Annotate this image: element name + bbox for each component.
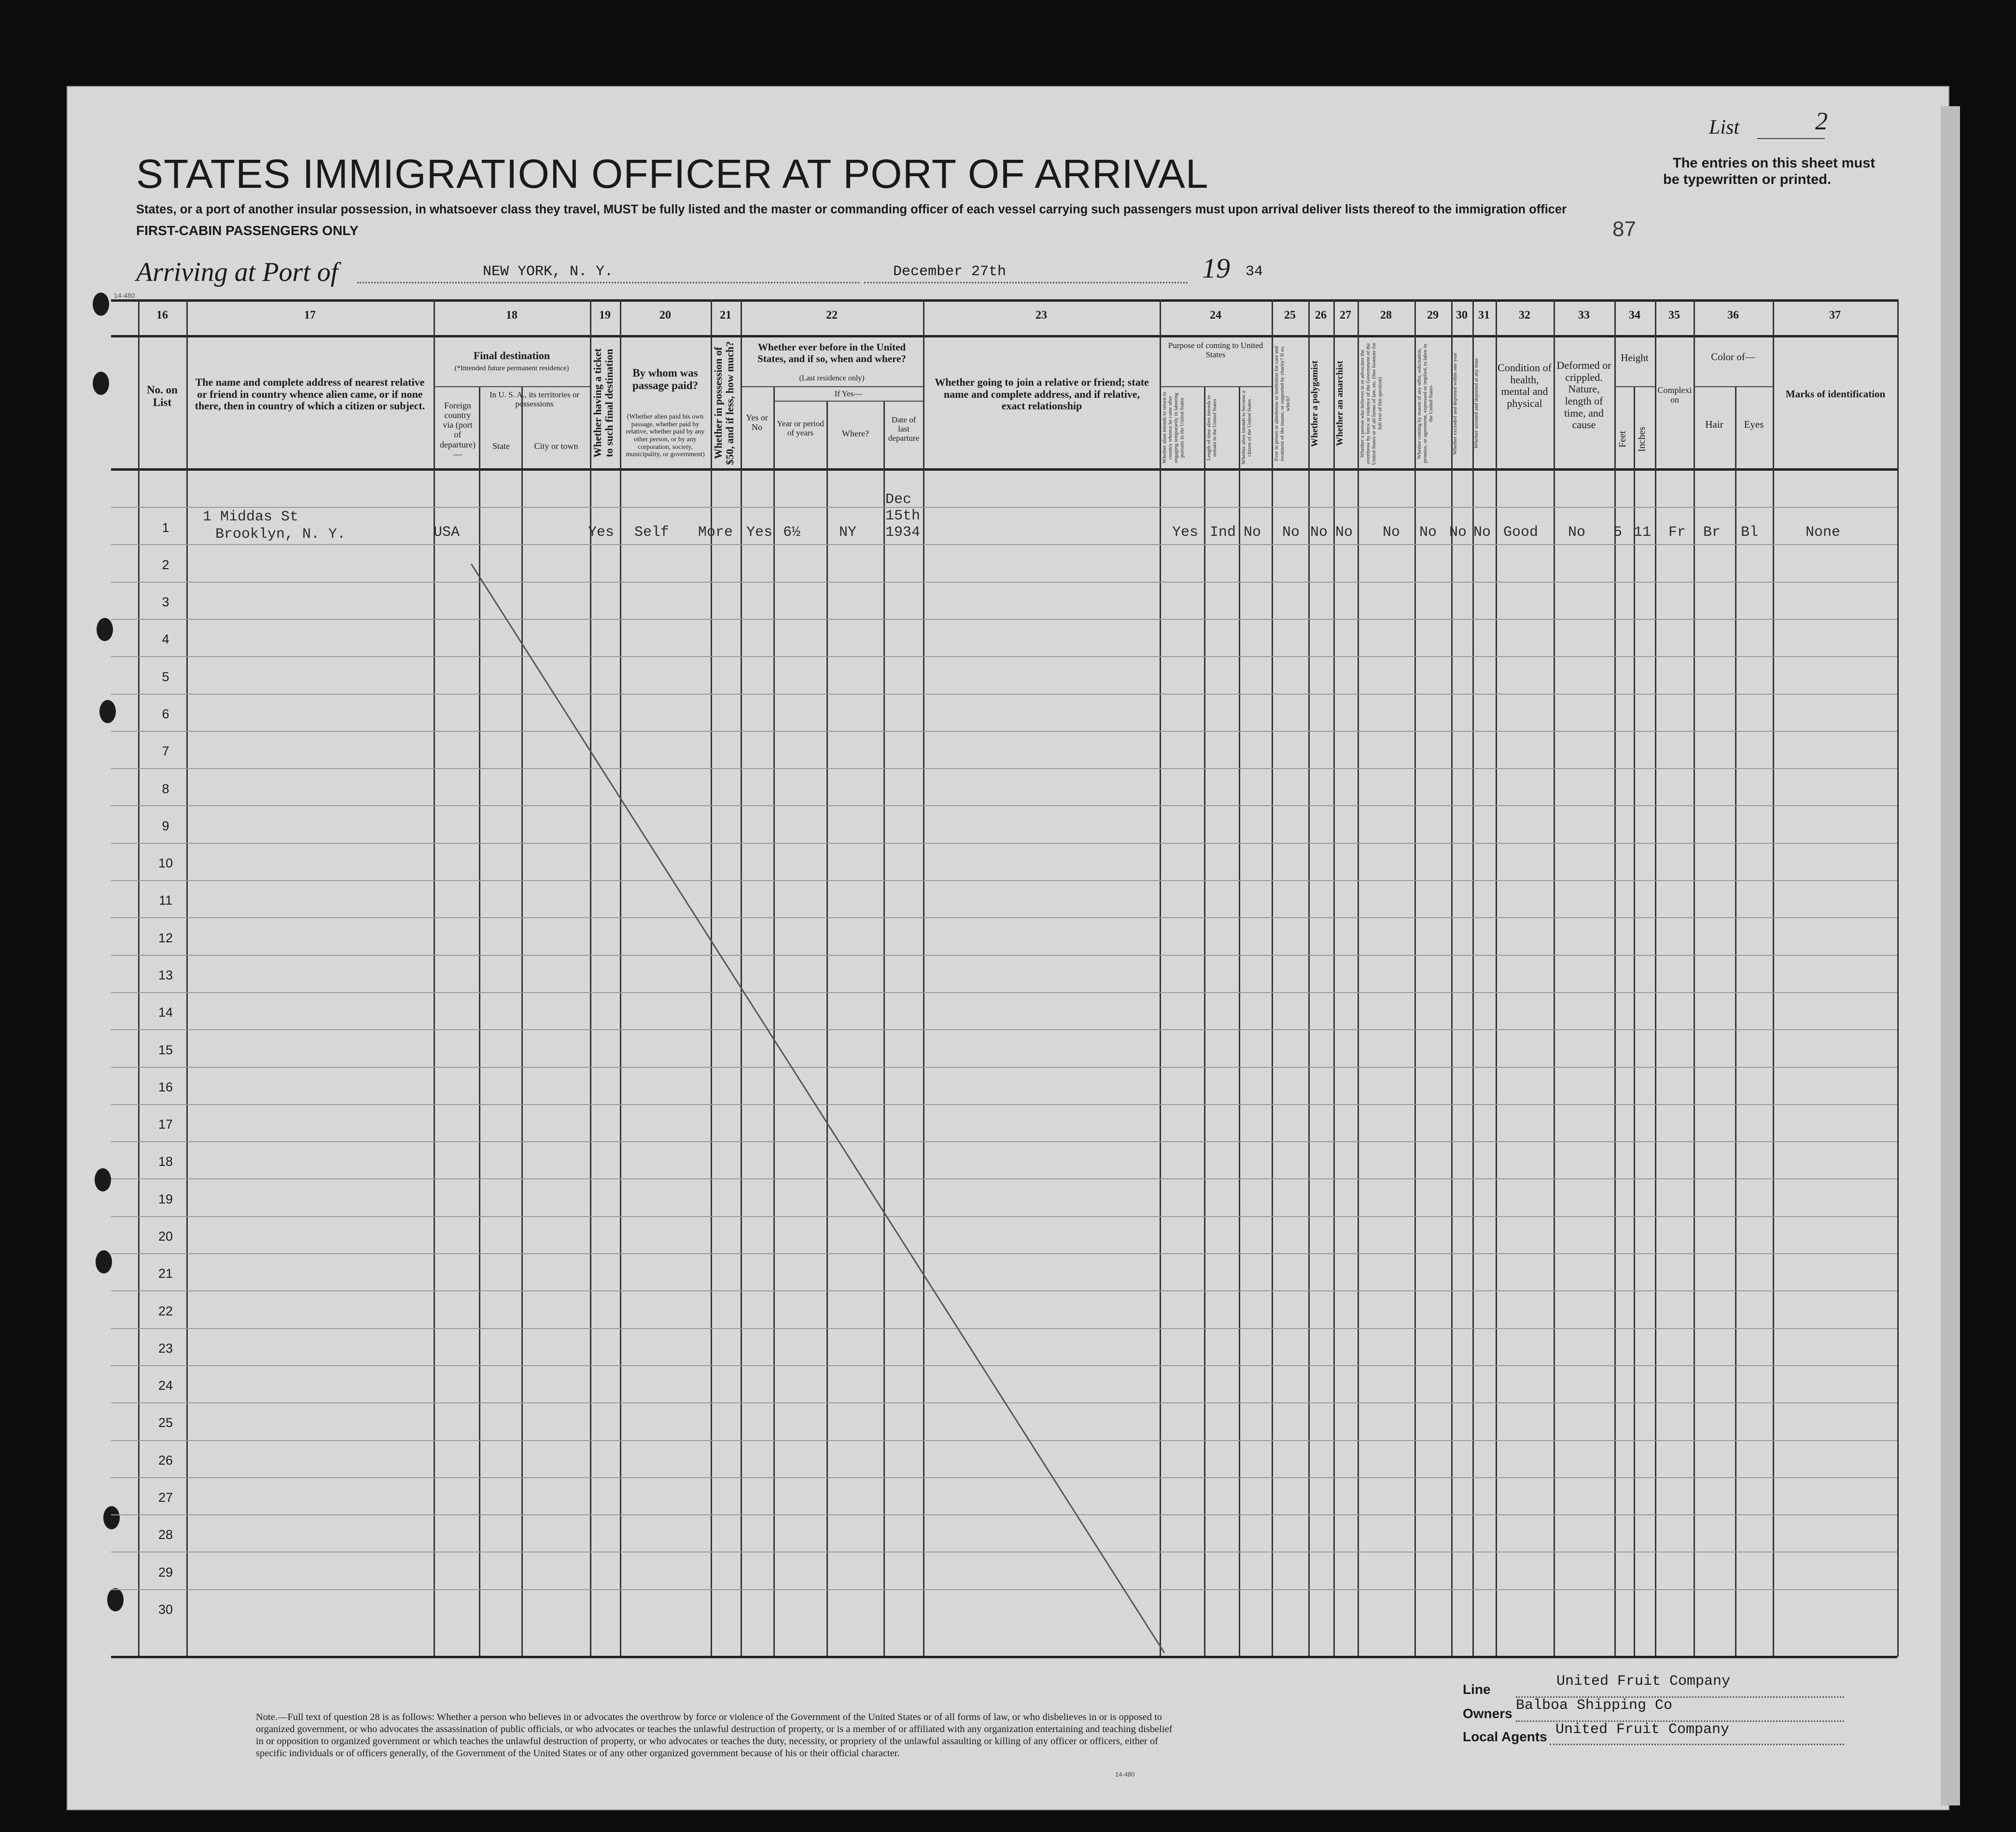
column-number: 27 (1340, 309, 1351, 322)
local-agents-label: Local Agents (1463, 1729, 1547, 1744)
row-number: 26 (158, 1453, 173, 1468)
row-number: 15 (158, 1043, 173, 1057)
owners-value: Balboa Shipping Co (1516, 1697, 1673, 1714)
entry-feet: 5 (1613, 524, 1623, 541)
header-length-of-stay: Length of time alien intends to remain in the United States (1206, 395, 1218, 461)
entry-health: Good (1503, 524, 1539, 541)
column-number: 16 (156, 309, 168, 322)
column-number: 22 (826, 309, 838, 322)
header-where: Where? (842, 429, 869, 438)
header-in-usa: In U. S. A., its territories or possessions (489, 390, 580, 409)
row-number: 25 (158, 1415, 173, 1430)
entry-purpose: Yes (1172, 524, 1199, 541)
header-ever-before: Whether ever before in the United States, and if so, when and where? (757, 341, 906, 364)
row-number: 2 (162, 558, 169, 572)
column-number: 37 (1829, 309, 1841, 322)
entry-question-31: No (1473, 524, 1491, 541)
row-number: 8 (162, 782, 169, 796)
entry-polygamist: No (1310, 524, 1328, 541)
row-number: 7 (162, 744, 169, 758)
row-number: 16 (158, 1080, 173, 1094)
header-eyes: Eyes (1744, 419, 1764, 430)
row-number: 27 (158, 1490, 173, 1505)
entry-departure-day: 15th (885, 508, 921, 524)
local-agents-value: United Fruit Company (1555, 1721, 1730, 1738)
entry-money: More (698, 524, 733, 541)
header-if-yes: If Yes— (834, 389, 862, 398)
row-number: 20 (158, 1229, 173, 1244)
column-number: 17 (304, 309, 316, 322)
column-number: 26 (1315, 309, 1327, 322)
header-excluded: Whether excluded and deported within one year (1452, 352, 1458, 455)
header-prison: Ever in prison or almshouse or institution for care and treatment of the insane, or supported by charity? If so, which? (1274, 346, 1291, 461)
entries-note-1: The entries on this sheet must (1673, 155, 1875, 171)
header-inches: Inches (1637, 426, 1647, 452)
entry-departure-month: Dec (885, 491, 912, 508)
header-fifty-dollars: Whether in possession of $50, and if less, how much? (712, 341, 736, 465)
header-no-on-list: No. on List (147, 384, 178, 408)
column-number: 29 (1427, 309, 1439, 322)
entry-paid-by: Self (634, 524, 670, 541)
column-number: 30 (1456, 309, 1468, 322)
column-number: 25 (1284, 309, 1296, 322)
header-ticket: Whether having a ticket to such final destination (591, 348, 616, 458)
header-year-period: Year or period of years (777, 419, 824, 438)
row-number: 29 (158, 1565, 173, 1580)
entry-prison: No (1282, 524, 1300, 541)
header-city: City or town (534, 441, 578, 451)
date-value: December 27th (893, 264, 1007, 280)
entry-inches: 11 (1634, 524, 1652, 541)
header-labor-offer: Whether coming by reason of any offer, solicitation, promise, or agreement, expressed or implied, to labor in the United States (1416, 344, 1434, 463)
page-title: STATES IMMIGRATION OFFICER AT PORT OF ARRIVAL (136, 151, 1209, 196)
header-color-of: Color of— (1711, 351, 1755, 363)
entry-citizen: No (1244, 524, 1261, 541)
header-yes-no: Yes or No (746, 413, 768, 433)
row-number: 6 (162, 707, 169, 721)
entry-length: Ind (1210, 524, 1236, 541)
header-purpose-return: Whether alien intends to return to country whence he came after engaging temporarily in laboring pursuits in the United States (1162, 392, 1185, 464)
row-number: 9 (162, 819, 169, 833)
header-health: Condition of health, mental and physical (1498, 362, 1552, 409)
entry-question-29: No (1419, 524, 1437, 541)
header-final-destination-note: (*Intended future permanent residence) (454, 364, 569, 372)
header-polygamist: Whether a polygamist (1310, 360, 1320, 447)
header-feet: Feet (1617, 431, 1628, 448)
subtitle-2: FIRST-CABIN PASSENGERS ONLY (136, 223, 359, 238)
list-number: 2 (1815, 108, 1828, 135)
year-suffix: 34 (1246, 264, 1263, 280)
entry-period: 6½ (783, 524, 801, 541)
row-number: 3 (162, 595, 169, 609)
header-arrested: Whether arrested and deported at any time (1473, 358, 1479, 449)
column-number: 24 (1210, 309, 1221, 322)
row-number: 13 (158, 968, 173, 982)
row-number: 10 (158, 856, 173, 870)
entry-eyes: Bl (1741, 524, 1759, 541)
subtitle-1: States, or a port of another insular possession, in whatsoever class they travel, MUST be fully listed and the master or commanding officer of each vessel carrying such passengers must upon arrival deliver lists thereof to the immigration officer (136, 203, 1567, 216)
column-number: 36 (1727, 309, 1739, 322)
column-number: 34 (1629, 309, 1640, 322)
arriving-label: Arriving at Port of (136, 257, 338, 287)
header-foreign-country: Foreign country via (port of departure)— (440, 401, 476, 459)
header-question-28: Whether a person who believes in or advocates the overthrow by force or violence of the Government of the United States or of all forms of law, etc. (See footnote for full text of this question) (1359, 342, 1383, 465)
row-number: 14 (158, 1005, 173, 1020)
question-28-footnote: Note.—Full text of question 28 is as follows: Whether a person who believes in or advocates the overthrow by force or violence of the Government of the United States or of all forms of law, or who disbelieves in or is opposed to organized government, or who advocates the assassination of public officials, or who advocates or teaches the unlawful destruction of property, or is a member of or affiliated with any organization entertaining and teaching disbelief in or opposition to organized government or which teaches the unlawful destruction of property, or who advocates or teaches the duty, necessity, or propriety of the unlawful assaulting or killing of any officer or officers, either of specific individuals or of officers generally, of the Government of the United States or of any other organized government because of his or their official character. (256, 1712, 1173, 1759)
entries-note-2: be typewritten or printed. (1663, 172, 1832, 187)
row-number: 18 (158, 1154, 173, 1169)
entry-before-us: Yes (746, 524, 773, 541)
entry-anarchist: No (1335, 524, 1353, 541)
entry-ticket: Yes (588, 524, 615, 541)
header-anarchist: Whether an anarchist (1335, 361, 1345, 447)
row-number: 4 (162, 632, 169, 646)
header-joining-relative: Whether going to join a relative or friend; state name and complete address, and if relative, exact relationship (935, 376, 1149, 412)
entry-address-2: Brooklyn, N. Y. (215, 526, 346, 543)
column-number: 19 (599, 309, 611, 322)
entry-foreign-country: USA (434, 524, 460, 541)
header-complexion: Complexion (1657, 385, 1692, 405)
column-number: 23 (1036, 309, 1047, 322)
header-final-destination: Final destination (473, 350, 550, 362)
header-state: State (492, 441, 510, 451)
column-number: 21 (720, 309, 731, 322)
port-value: NEW YORK, N. Y. (483, 264, 614, 280)
row-number: 1 (162, 520, 169, 535)
line-label: Line (1463, 1682, 1491, 1697)
header-height: Height (1621, 352, 1649, 364)
entry-complexion: Fr (1668, 524, 1686, 541)
column-number: 18 (506, 309, 518, 322)
header-passage-note: (Whether alien paid his own passage, whether paid by relative, whether paid by any other person, or by any corporation, society, municipality, or government) (626, 413, 705, 459)
header-purpose: Purpose of coming to United States (1168, 341, 1263, 360)
header-nearest-relative: The name and complete address of nearest relative or friend in country whence alien came, or if none there, then in country of which a citizen or subject. (195, 376, 425, 412)
header-date-departure: Date of last departure (888, 415, 920, 443)
entry-question-28: No (1383, 524, 1400, 541)
year-prefix: 19 (1202, 252, 1230, 284)
page-number: 87 (1612, 217, 1636, 241)
header-last-residence: (Last residence only) (799, 374, 865, 382)
header-hair: Hair (1705, 419, 1723, 430)
entry-where: NY (839, 524, 857, 541)
column-number: 20 (659, 309, 671, 322)
row-number: 21 (158, 1266, 173, 1281)
column-number: 33 (1578, 309, 1590, 322)
entry-departure-year: 1934 (885, 524, 921, 541)
row-number: 19 (158, 1192, 173, 1206)
line-value: United Fruit Company (1556, 1673, 1731, 1690)
row-number: 22 (158, 1304, 173, 1318)
form-code-top: 14-480 (114, 292, 135, 299)
row-number: 17 (158, 1117, 173, 1132)
row-number: 28 (158, 1527, 173, 1542)
entry-marks: None (1806, 524, 1841, 541)
row-number: 24 (158, 1378, 173, 1393)
owners-label: Owners (1463, 1706, 1512, 1721)
entry-address-1: 1 Middas St (203, 509, 299, 525)
column-number: 32 (1519, 309, 1530, 322)
column-number: 35 (1668, 309, 1680, 322)
entry-deformed: No (1568, 524, 1586, 541)
row-number: 5 (162, 670, 169, 684)
entry-question-30: No (1449, 524, 1467, 541)
header-passage-paid: By whom was passage paid? (632, 367, 699, 392)
column-number: 28 (1380, 309, 1392, 322)
row-number: 30 (158, 1602, 173, 1617)
header-marks: Marks of identification (1785, 388, 1886, 400)
form-code-footer: 14-480 (1115, 1771, 1135, 1778)
column-number: 31 (1478, 309, 1490, 322)
list-label: List (1709, 116, 1740, 139)
header-become-citizen: Whether alien intends to become a citizen of the United States (1241, 391, 1253, 465)
row-number: 12 (158, 931, 173, 945)
entry-hair: Br (1703, 524, 1721, 541)
local-agents-rule (1550, 1744, 1844, 1745)
header-deformed: Deformed or crippled. Nature, length of time, and cause (1556, 359, 1611, 431)
row-number: 11 (158, 893, 173, 908)
row-number: 23 (158, 1341, 173, 1356)
